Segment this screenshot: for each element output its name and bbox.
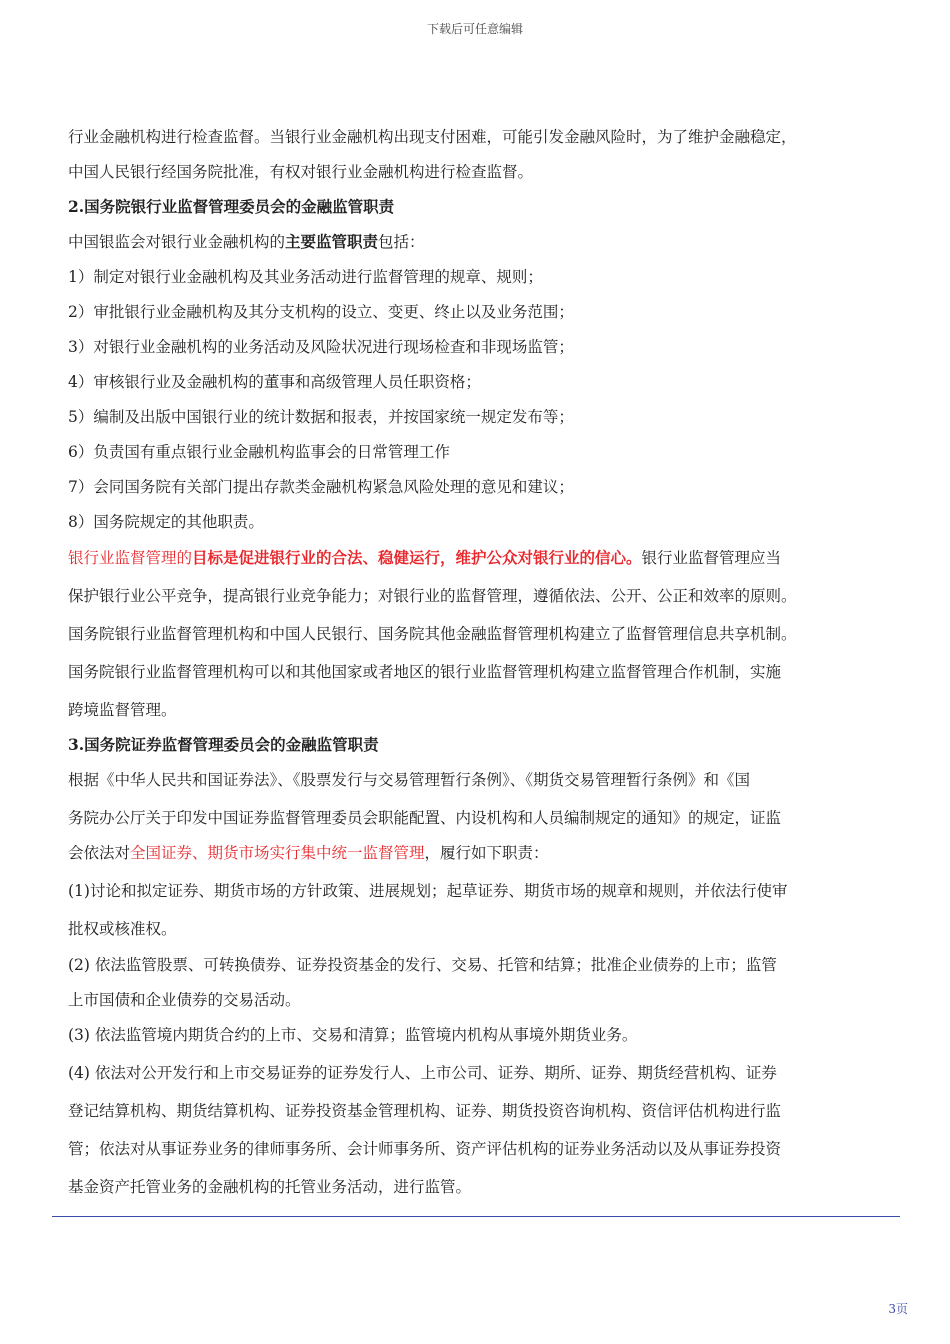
duty-item-1: 1）制定对银行业金融机构及其业务活动进行监督管理的规章、规则； xyxy=(68,268,543,286)
section-3-intro-line-1: 根据《中华人民共和国证券法》、《股票发行与交易管理暂行条例》、《期货交易管理暂行条例》和《国 xyxy=(68,771,751,789)
section-2-intro-pre: 中国银监会对银行业金融机构的 xyxy=(68,233,286,251)
goal-rest-text: 银行业监督管理应当 xyxy=(641,549,782,567)
csrc-item-1-line-2: 批权或核准权。 xyxy=(68,920,177,938)
section-2-intro-bold: 主要监管职责 xyxy=(285,232,379,251)
intro-line-3-post: ，履行如下职责： xyxy=(424,844,549,862)
section-2-heading: 2.国务院银行业监督管理委员会的金融监管职责 xyxy=(68,197,395,216)
section-3-heading: 3.国务院证券监督管理委员会的金融监管职责 xyxy=(68,735,379,754)
section-2-intro xyxy=(68,229,886,255)
intro-line-3-red: 全国证券、期货市场实行集中统一监督管理 xyxy=(130,844,425,862)
goal-red-bold-text: 目标是促进银行业的合法、稳健运行，维护公众对银行业的信心。 xyxy=(192,548,642,567)
csrc-item-4-line-3: 管；依法对从事证券业务的律师事务所、会计师事务所、资产评估机构的证券业务活动以及从事证券投资 xyxy=(68,1140,782,1158)
duty-item-5: 5）编制及出版中国银行业的统计数据和报表，并按国家统一规定发布等； xyxy=(68,408,574,426)
section-3-intro-line-3 xyxy=(68,840,886,866)
csrc-item-1-line-1: (1)讨论和拟定证券、期货市场的方针政策、进展规划；起草证券、期货市场的规章和规则，并依法行使审 xyxy=(68,882,788,900)
csrc-item-2-line-1: (2) 依法监管股票、可转换债券、证券投资基金的发行、交易、托管和结算；批准企业债券的上市；监管 xyxy=(68,956,777,974)
csrc-item-3-line-1: (3) 依法监管境内期货合约的上市、交易和清算；监管境内机构从事境外期货业务。 xyxy=(68,1026,638,1044)
duty-item-4: 4）审核银行业及金融机构的董事和高级管理人员任职资格； xyxy=(68,373,481,391)
supervision-line-3: 国务院银行业监督管理机构可以和其他国家或者地区的银行业监督管理机构建立监督管理合作机制，实施 xyxy=(68,663,782,681)
supervision-line-2: 国务院银行业监督管理机构和中国人民银行、国务院其他金融监督管理机构建立了监督管理信息共享机制。 xyxy=(68,625,797,643)
intro-line-2: 中国人民银行经国务院批准，有权对银行业金融机构进行检查监督。 xyxy=(68,163,534,181)
section-2-intro-post: 包括： xyxy=(378,233,425,251)
goal-red-text: 银行业监督管理的 xyxy=(68,549,193,567)
intro-line-3-pre: 会依法对 xyxy=(68,844,131,862)
intro-line-1: 行业金融机构进行检查监督。当银行业金融机构出现支付困难，可能引发金融风险时，为了维护金融稳定， xyxy=(68,128,797,146)
csrc-item-4-line-4: 基金资产托管业务的金融机构的托管业务活动，进行监管。 xyxy=(68,1178,472,1196)
csrc-item-4-line-1: (4) 依法对公开发行和上市交易证券的证券发行人、上市公司、证券、期所、证券、期货经营机构、证券 xyxy=(68,1064,777,1082)
duty-item-6: 6）负责国有重点银行业金融机构监事会的日常管理工作 xyxy=(68,443,450,461)
page-header: 下载后可任意编辑 xyxy=(426,22,523,36)
document-body xyxy=(68,124,886,1200)
duty-item-7: 7）会同国务院有关部门提出存款类金融机构紧急风险处理的意见和建议； xyxy=(68,478,574,496)
footer-divider xyxy=(52,1216,900,1217)
supervision-goal-line xyxy=(68,545,886,571)
duty-item-3: 3）对银行业金融机构的业务活动及风险状况进行现场检查和非现场监管； xyxy=(68,338,574,356)
csrc-item-2-line-2: 上市国债和企业债券的交易活动。 xyxy=(68,991,301,1009)
duty-item-2: 2）审批银行业金融机构及其分支机构的设立、变更、终止以及业务范围； xyxy=(68,303,574,321)
supervision-line-4: 跨境监督管理。 xyxy=(68,701,177,719)
supervision-line-1: 保护银行业公平竞争，提高银行业竞争能力；对银行业的监督管理，遵循依法、公开、公正和效率的原则。 xyxy=(68,587,797,605)
page-number: 3页 xyxy=(888,1302,908,1316)
csrc-item-4-line-2: 登记结算机构、期货结算机构、证券投资基金管理机构、证券、期货投资咨询机构、资信评估机构进行监 xyxy=(68,1102,782,1120)
duty-item-8: 8）国务院规定的其他职责。 xyxy=(68,513,264,531)
section-3-intro-line-2: 务院办公厅关于印发中国证券监督管理委员会职能配置、内设机构和人员编制规定的通知》的规定，证监 xyxy=(68,809,782,827)
